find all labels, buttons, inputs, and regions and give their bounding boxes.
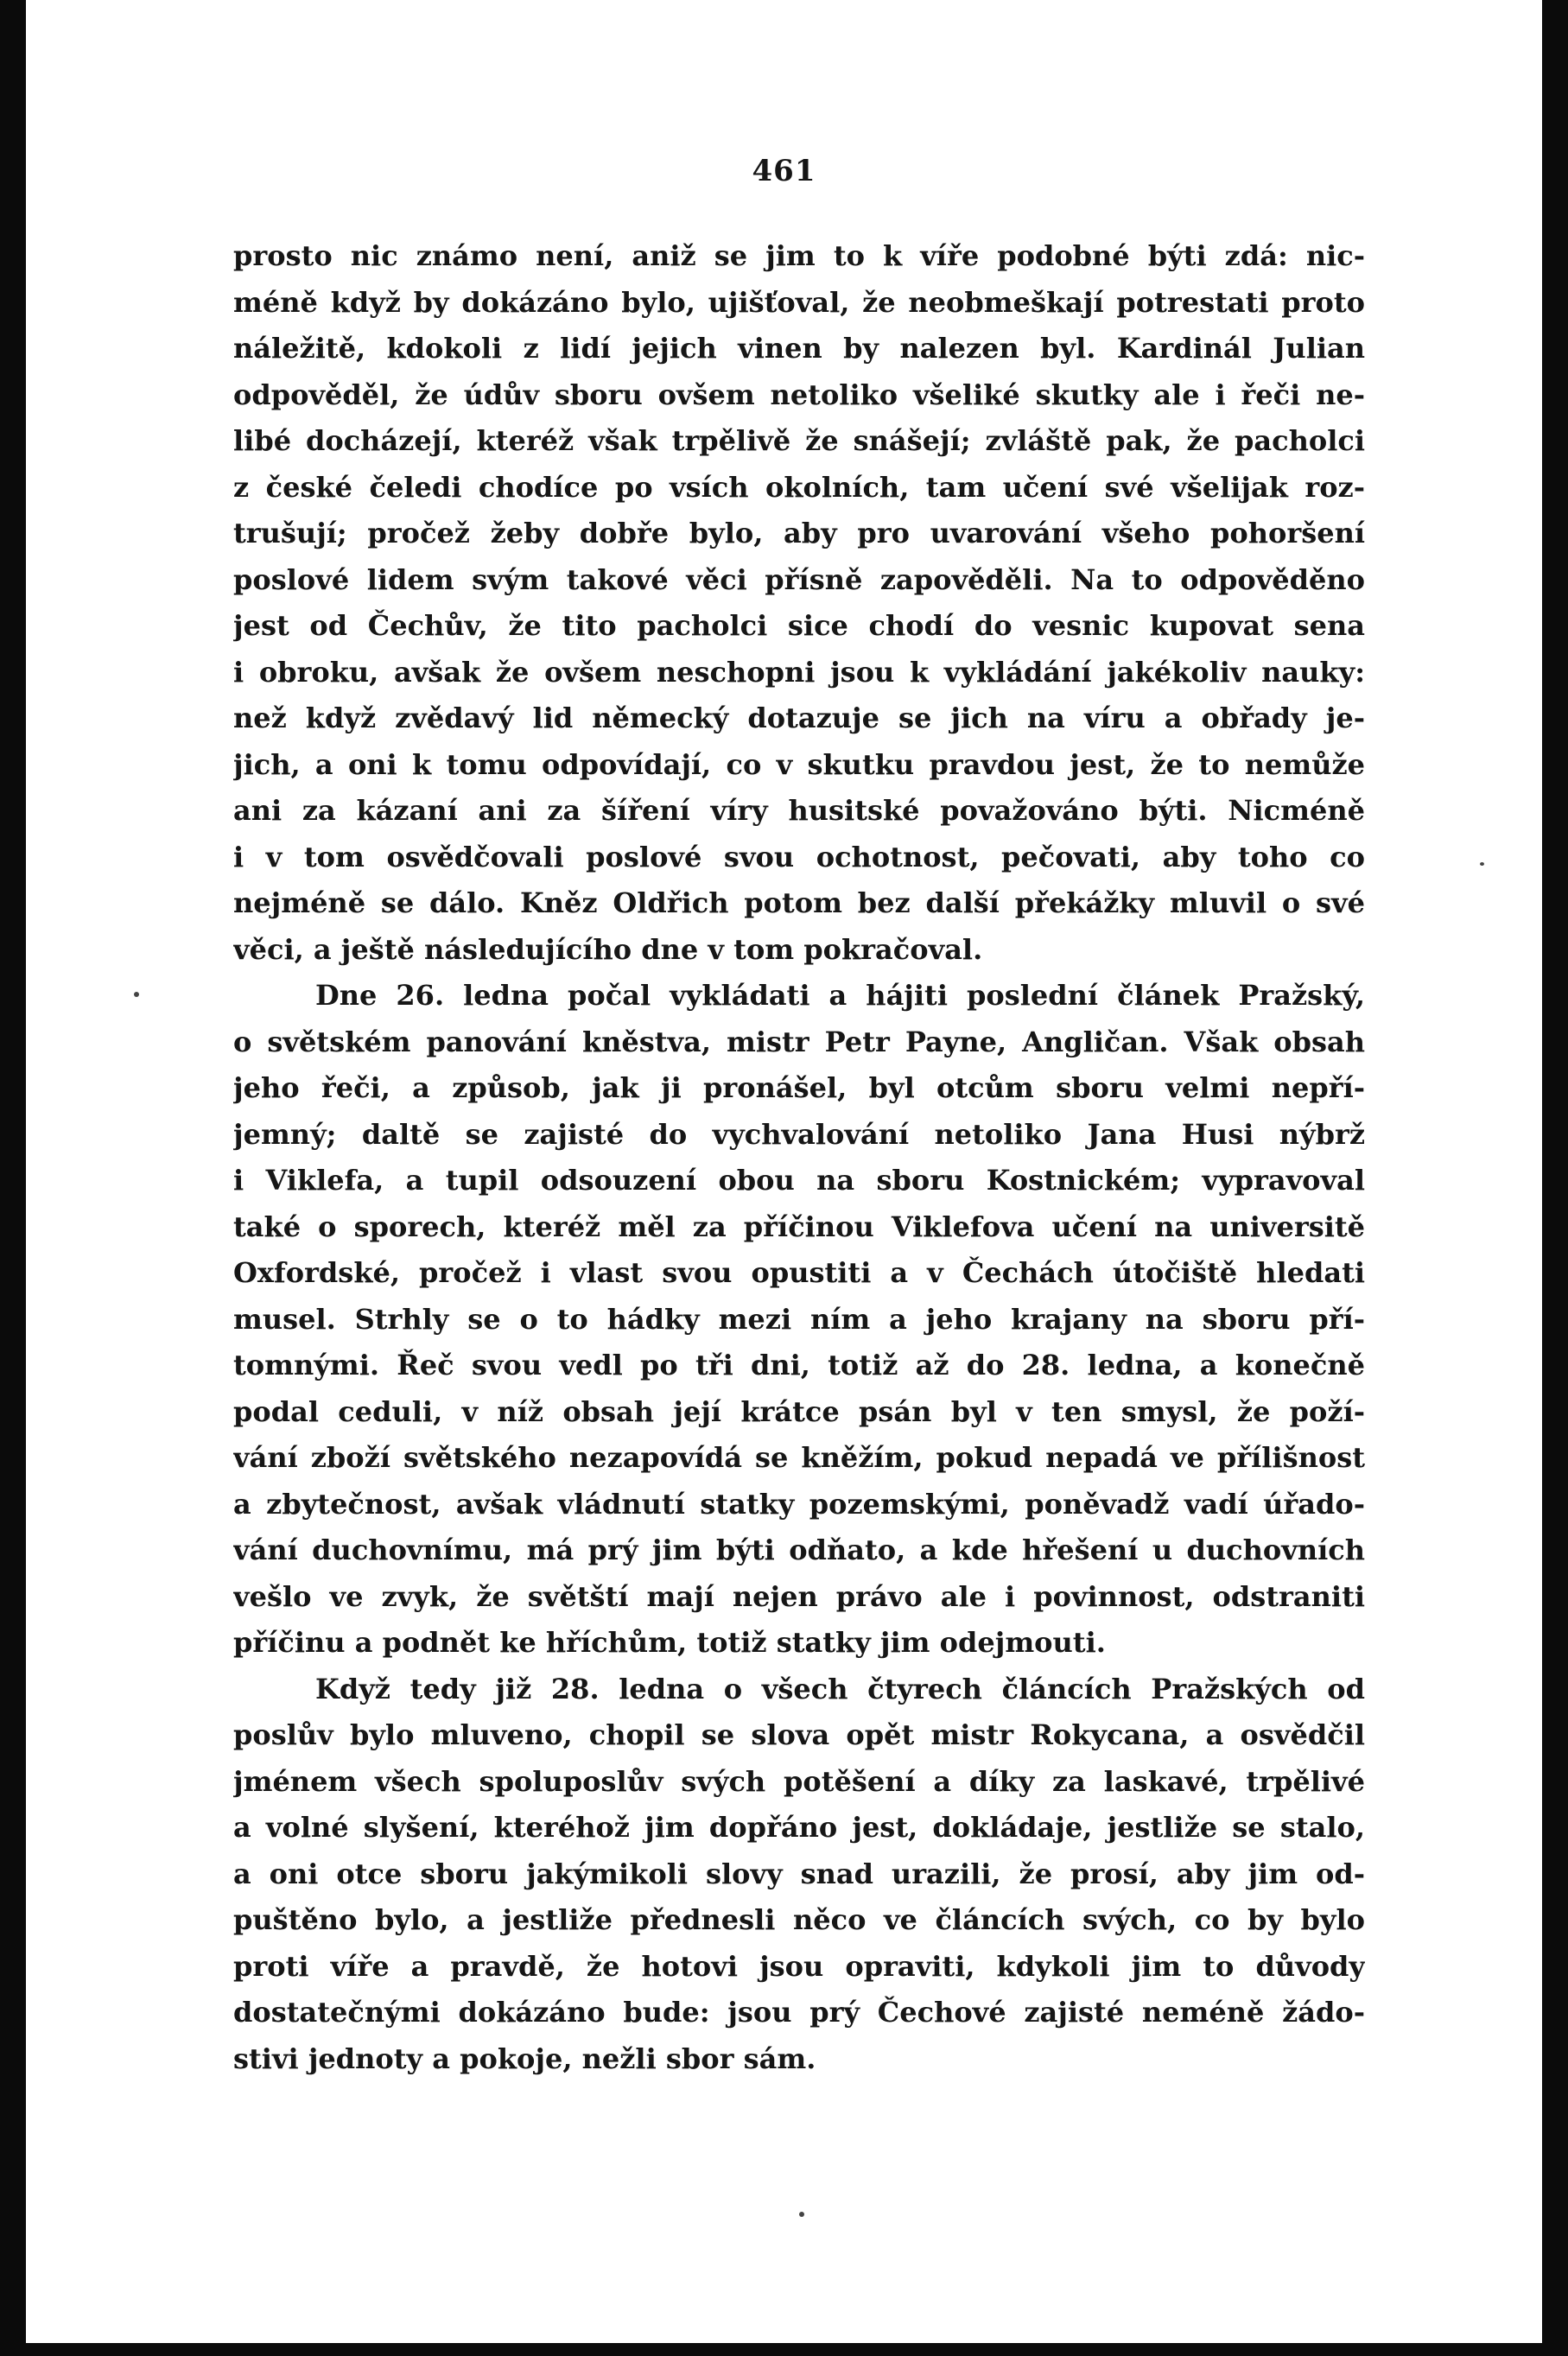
text-line: a volné slyšení, kteréhož jim dopřáno jest, dokládaje, jestliže se stalo, [233,1811,1365,1844]
text-line: Dne 26. ledna počal vykládati a hájiti poslední článek Pražský, [315,979,1365,1012]
text-line: prosto nic známo není, aniž se jim to k víře podobné býti zdá: nic- [233,239,1365,272]
text-line: libé docházejí, kteréž však trpělivě že snášejí; zvláště pak, že pacholci [233,424,1365,457]
text-line: příčinu a podnět ke hříchům, totiž statky jim odejmouti. [233,1626,1106,1659]
text-line: a zbytečnost, avšak vládnutí statky pozemskými, poněvadž vadí úřado- [233,1487,1365,1521]
text-line: Když tedy již 28. ledna o všech čtyrech článcích Pražských od [315,1672,1365,1705]
body-text [233,233,1365,2082]
text-line: puštěno bylo, a jestliže přednesli něco ve článcích svých, co by bylo [233,1903,1365,1936]
text-line: věci, a ještě následujícího dne v tom pokračoval. [233,932,983,966]
text-line: z české čeledi chodíce po vsích okolních, tam učení své všelijak roz- [233,470,1365,504]
text-line: tomnými. Řeč svou vedl po tři dni, totiž až do 28. ledna, a konečně [233,1349,1365,1381]
text-line: poslův bylo mluveno, chopil se slova opět mistr Rokycana, a osvědčil [233,1718,1365,1751]
text-line: jemný; daltě se zajisté do vychvalování netoliko Jana Husi nýbrž [233,1117,1365,1151]
text-line: jménem všech spoluposlův svých potěšení a díky za laskavé, trpělivé [233,1764,1365,1798]
text-line: odpověděl, že údův sboru ovšem netoliko všeliké skutky ale i řeči ne- [233,378,1365,411]
scan-border-left [0,0,26,2356]
text-line: nejméně se dálo. Kněz Oldřich potom bez další překážky mluvil o své [233,886,1365,919]
text-line: o světském panování kněstva, mistr Petr Payne, Angličan. Však obsah [233,1025,1365,1058]
page-number: 461 [752,154,816,188]
text-line: vání duchovnímu, má prý jim býti odňato, a kde hřešení u duchovních [233,1534,1365,1566]
text-line: méně když by dokázáno bylo, ujišťoval, že neobmeškají potrestati proto [233,285,1365,319]
scan-border-right [1542,0,1568,2356]
text-line: jich, a oni k tomu odpovídají, co v skutku pravdou jest, že to nemůže [233,747,1365,781]
text-line: Oxfordské, pročež i vlast svou opustiti a v Čechách útočiště hledati [233,1256,1365,1289]
scan-speck [1480,862,1484,866]
text-line: stivi jednoty a pokoje, nežli sbor sám. [233,2042,816,2075]
text-line: proti víře a pravdě, že hotovi jsou opraviti, kdykoli jim to důvody [233,1949,1365,1983]
text-line: i Viklefa, a tupil odsouzení obou na sboru Kostnickém; vypravoval [233,1164,1365,1197]
text-line: také o sporech, kteréž měl za příčinou Viklefova učení na universitě [233,1210,1365,1243]
text-line: poslové lidem svým takové věci přísně zapověděli. Na to odpověděno [233,562,1365,596]
text-line: trušují; pročež žeby dobře bylo, aby pro uvarování všeho pohoršení [233,517,1365,549]
text-line: i obroku, avšak že ovšem neschopni jsou k vykládání jakékoliv nauky: [233,655,1365,689]
text-line: jest od Čechův, že tito pacholci sice chodí do vesnic kupovat sena [233,609,1365,642]
text-line: jeho řeči, a způsob, jak ji pronášel, byl otcům sboru velmi nepří- [233,1071,1365,1104]
text-line: musel. Strhly se o to hádky mezi ním a jeho krajany na sboru pří- [233,1302,1365,1336]
scan-speck [799,2212,804,2217]
text-line: vešlo ve zvyk, že světští mají nejen právo ale i povinnost, odstraniti [233,1579,1365,1613]
text-line: než když zvědavý lid německý dotazuje se jich na víru a obřady je- [233,702,1365,734]
text-line: a oni otce sboru jakýmikoli slovy snad urazili, že prosí, aby jim od- [233,1857,1365,1890]
paragraph-3 [233,1667,1365,2083]
scan-border-bottom [0,2343,1568,2356]
text-line: dostatečnými dokázáno bude: jsou prý Čechové zajisté neméně žádo- [233,1996,1365,2029]
text-line: podal ceduli, v níž obsah její krátce psán byl v ten smysl, že poží- [233,1394,1365,1428]
paragraph-1 [233,233,1365,973]
text-line: náležitě, kdokoli z lidí jejich vinen by nalezen byl. Kardinál Julian [233,332,1365,365]
paragraph-2 [233,973,1365,1667]
text-line: vání zboží světského nezapovídá se kněžím, pokud nepadá ve přílišnost [233,1441,1365,1474]
book-page [26,0,1542,2343]
text-line: i v tom osvědčovali poslové svou ochotnost, pečovati, aby toho co [233,840,1365,873]
scan-speck [134,992,139,997]
text-line: ani za kázaní ani za šíření víry husitské považováno býti. Nicméně [233,794,1365,827]
